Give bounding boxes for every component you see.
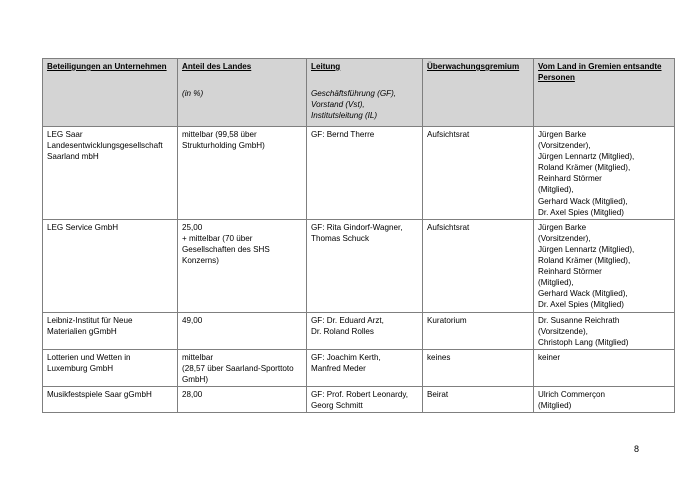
cell-persons-line: Gerhard Wack (Mitglied), xyxy=(538,289,628,299)
cell-company xyxy=(43,219,178,312)
cell-company-line: Saarland mbH xyxy=(47,152,99,162)
cell-persons xyxy=(534,312,675,349)
cell-board: keines xyxy=(423,349,534,386)
cell-company-line: Materialien gGmbH xyxy=(47,326,117,336)
cell-management xyxy=(307,349,423,386)
table-row xyxy=(43,312,675,349)
cell-persons-line: (Mitglied) xyxy=(538,401,572,411)
cell-management xyxy=(307,219,423,312)
cell-persons-line: Gerhard Wack (Mitglied), xyxy=(538,196,628,206)
cell-share-line: (28,57 über Saarland-Sporttoto xyxy=(182,363,294,373)
cell-persons xyxy=(534,349,675,386)
table-row xyxy=(43,349,675,386)
cell-persons-line: Dr. Axel Spies (Mitglied) xyxy=(538,300,624,310)
cell-board: Aufsichtsrat xyxy=(423,127,534,220)
cell-company xyxy=(43,349,178,386)
cell-persons xyxy=(534,127,675,220)
cell-company-line: LEG Saar xyxy=(47,130,83,139)
cell-share xyxy=(178,127,307,220)
cell-management-line: Thomas Schuck xyxy=(311,233,370,243)
header-supervisory-board: Überwachungsgremium xyxy=(423,59,534,127)
cell-company-line: Lotterien und Wetten in xyxy=(47,352,131,362)
cell-management-line: GF: Dr. Eduard Arzt, xyxy=(311,315,384,325)
holdings-table xyxy=(42,58,675,413)
cell-persons-line: Dr. Susanne Reichrath xyxy=(538,315,620,325)
cell-share xyxy=(178,387,307,413)
cell-persons-line: Jürgen Lennartz (Mitglied), xyxy=(538,244,635,254)
cell-persons-line: (Mitglied), xyxy=(538,185,574,195)
cell-company xyxy=(43,387,178,413)
table-row xyxy=(43,127,675,220)
cell-management xyxy=(307,387,423,413)
cell-management-line: GF: Bernd Therre xyxy=(311,130,375,139)
cell-share xyxy=(178,349,307,386)
cell-share-line: 49,00 xyxy=(182,315,203,325)
header-delegated-persons: Vom Land in Gremien entsandte Personen xyxy=(534,59,675,127)
cell-management-line: Dr. Roland Rolles xyxy=(311,326,374,336)
cell-company xyxy=(43,312,178,349)
table-row xyxy=(43,387,675,413)
cell-persons-line: Jürgen Barke xyxy=(538,222,587,232)
cell-management xyxy=(307,127,423,220)
cell-persons-line: Dr. Axel Spies (Mitglied) xyxy=(538,207,624,217)
cell-share-line: 28,00 xyxy=(182,390,203,400)
cell-share-line: 25,00 xyxy=(182,222,203,232)
cell-board: Kuratorium xyxy=(423,312,534,349)
cell-persons-line: keiner xyxy=(538,352,561,362)
cell-company-line: Landesentwicklungsgesellschaft xyxy=(47,141,163,151)
cell-management-line: Manfred Meder xyxy=(311,363,366,373)
cell-share-line: GmbH) xyxy=(182,374,209,384)
table-header-row xyxy=(43,59,675,127)
cell-persons-line: Ulrich Commerçon xyxy=(538,390,606,400)
header-companies: Beteiligungen an Unternehmen xyxy=(43,59,178,127)
cell-persons-line: Jürgen Lennartz (Mitglied), xyxy=(538,152,635,162)
cell-persons xyxy=(534,387,675,413)
cell-company-line: Leibniz-Institut für Neue xyxy=(47,315,133,325)
cell-board: Beirat xyxy=(423,387,534,413)
cell-persons-line: (Vorsitzender), xyxy=(538,233,591,243)
cell-board: Aufsichtsrat xyxy=(423,219,534,312)
cell-management-line: Georg Schmitt xyxy=(311,401,363,411)
cell-company xyxy=(43,127,178,220)
cell-share xyxy=(178,312,307,349)
header-management: Leitung Geschäftsführung (GF), Vorstand (Vst), Institutsleitung (IL) xyxy=(307,59,423,127)
cell-management-line: GF: Prof. Robert Leonardy, xyxy=(311,390,409,400)
cell-management-line: GF: Joachim Kerth, xyxy=(311,352,381,362)
header-share-unit: (in %) xyxy=(182,89,204,99)
cell-persons-line: Christoph Lang (Mitglied) xyxy=(538,337,629,347)
cell-persons-line: Roland Krämer (Mitglied), xyxy=(538,256,631,266)
table-row xyxy=(43,219,675,312)
cell-company-line: Musikfestspiele Saar gGmbH xyxy=(47,390,152,400)
cell-share xyxy=(178,219,307,312)
cell-management xyxy=(307,312,423,349)
cell-management-line: GF: Rita Gindorf-Wagner, xyxy=(311,222,403,232)
cell-share-line: + mittelbar (70 über xyxy=(182,233,253,243)
cell-persons-line: (Vorsitzende), xyxy=(538,326,588,336)
cell-persons-line: Reinhard Störmer xyxy=(538,267,602,277)
cell-persons-line: Roland Krämer (Mitglied), xyxy=(538,163,631,173)
cell-persons xyxy=(534,219,675,312)
cell-persons-line: (Vorsitzender), xyxy=(538,141,591,151)
header-share: Anteil des Landes (in %) xyxy=(178,59,307,127)
cell-share-line: mittelbar xyxy=(182,352,214,362)
page-number: 8 xyxy=(634,444,640,454)
cell-company-line: LEG Service GmbH xyxy=(47,222,119,232)
cell-persons-line: Jürgen Barke xyxy=(538,130,587,139)
cell-share-line: Strukturholding GmbH) xyxy=(182,141,265,151)
cell-share-line: Gesellschaften des SHS xyxy=(182,244,270,254)
cell-share-line: mittelbar (99,58 über xyxy=(182,130,257,139)
cell-persons-line: Reinhard Störmer xyxy=(538,174,602,184)
cell-company-line: Luxemburg GmbH xyxy=(47,363,114,373)
cell-share-line: Konzerns) xyxy=(182,256,219,266)
cell-persons-line: (Mitglied), xyxy=(538,278,574,288)
